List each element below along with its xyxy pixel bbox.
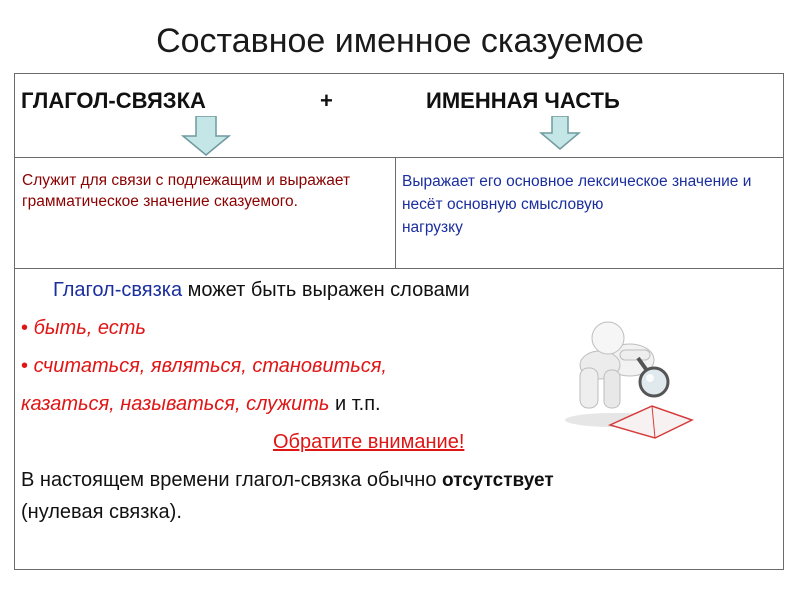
nominal-part-description-text: Выражает его основное лексическое значение и несёт основную смысловую	[402, 173, 752, 213]
notice-text	[273, 431, 464, 454]
bullet-item	[21, 355, 387, 378]
intro-term: Глагол-связка	[53, 279, 183, 301]
bullet-text: быть, есть	[33, 317, 146, 339]
note-line-end	[21, 501, 182, 524]
down-arrow-icon	[539, 116, 581, 150]
notice-label: Обратите внимание!	[273, 431, 465, 453]
linking-verb-description: Служит для связи с подлежащим и выражает грамматическое значение сказуемого.	[22, 172, 351, 210]
intro-text: может быть выражен словами	[182, 279, 470, 301]
examples-line	[21, 393, 381, 416]
bullet-marker: •	[21, 355, 29, 377]
header-row	[15, 74, 783, 158]
examples-words: казаться, называться, служить	[21, 393, 330, 415]
note-emphasis: отсутствует	[442, 470, 554, 491]
header-nominal-part: ИМЕННАЯ ЧАСТЬ	[426, 88, 620, 113]
note-text: В настоящем времени глагол-связка обычно	[21, 469, 443, 491]
header-linking-verb: ГЛАГОЛ-СВЯЗКА	[21, 88, 206, 113]
note-line	[21, 469, 554, 492]
intro-line	[53, 279, 470, 302]
down-arrow-icon	[181, 116, 231, 156]
person-with-magnifier-icon	[560, 310, 710, 440]
nominal-part-description	[402, 170, 780, 239]
description-row	[15, 158, 783, 269]
page-title: Составное именное сказуемое	[156, 22, 644, 60]
bullet-marker: •	[21, 317, 29, 339]
examples-etc: и т.п.	[329, 393, 381, 415]
bullet-text: считаться, являться, становиться,	[33, 355, 387, 377]
column-divider	[395, 158, 396, 268]
bullet-item	[21, 317, 146, 340]
header-plus: +	[320, 88, 333, 113]
note-text-end: (нулевая связка).	[21, 501, 182, 523]
nominal-part-description-end: нагрузку	[402, 219, 463, 236]
